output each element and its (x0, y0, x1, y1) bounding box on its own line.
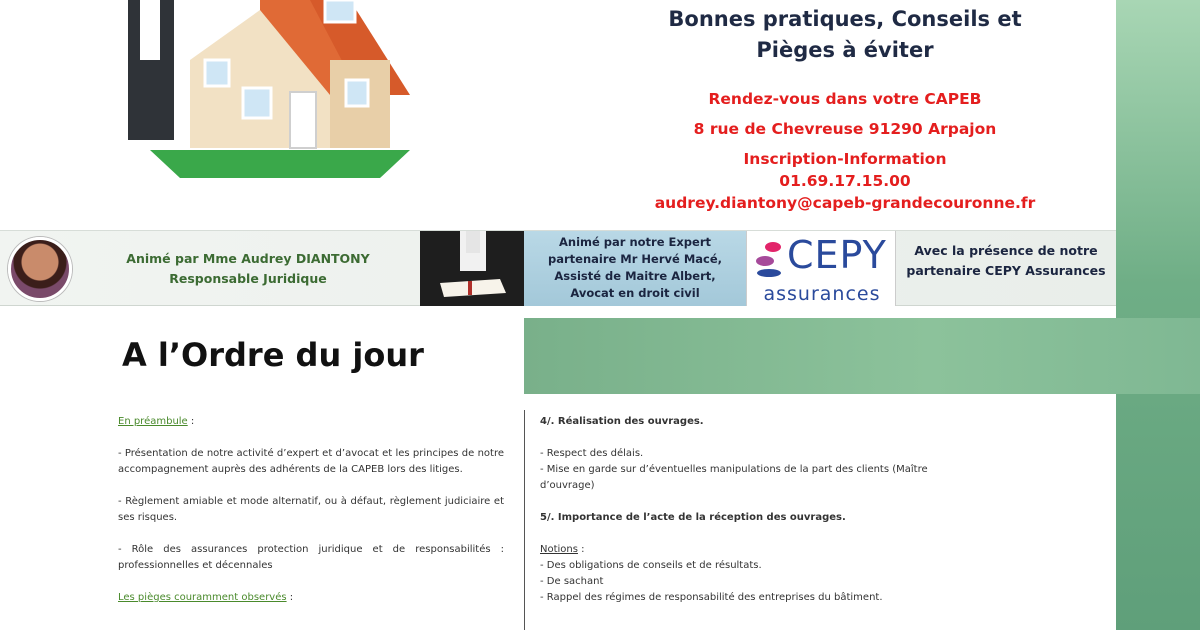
event-title: Bonnes pratiques, Conseils et Pièges à éviter (668, 7, 1022, 62)
expert-text: Animé par notre Expert partenaire Mr Hervé Macé, Assisté de Maitre Albert, Avocat en droit civil (524, 231, 746, 306)
pieges-heading: Les pièges couramment observés (118, 592, 287, 603)
email-link[interactable]: audrey.diantony@capeb-grandecouronne.fr (654, 194, 1036, 212)
animator-text: Animé par Mme Audrey DIANTONY Responsable Juridique (126, 251, 370, 286)
cepy-logo (746, 231, 896, 306)
avatar (8, 237, 72, 301)
section-4-heading: 4/. Réalisation des ouvrages. (540, 416, 704, 427)
partner-text: Avec la présence de notre partenaire CEPY Assurances (906, 243, 1106, 278)
agenda-item: - Présentation de notre activité d’expert et d’avocat et les principes de notre accompagnement auprès des adhérents de la CAPEB lors des litiges. (118, 448, 504, 475)
agenda-item: - De sachant (540, 576, 604, 587)
cepy-sub: assurances (763, 283, 881, 305)
inscription-text: Inscription-Information (743, 150, 947, 168)
agenda-left-column: En préambule : - Présentation de notre activité d’expert et d’avocat et les principes de notre accompagnement auprès des adhérents de la CAPEB lors des litiges. - Règlement amiable et mode alternatif, ou à défaut, règlement judiciaire et ses risques. - Rôle des assurances protection juridique et de responsabilités : professionnelles et décennales Les pièges couramment observés : (118, 416, 504, 603)
preambule-heading: En préambule (118, 416, 188, 427)
section-5-heading: 5/. Importance de l’acte de la réception des ouvrages. (540, 512, 846, 523)
agenda-item: - Rôle des assurances protection juridique et de responsabilités : professionnelles et décennales (118, 544, 504, 571)
green-decor-block (524, 318, 1200, 394)
agenda-item: - Respect des délais. (540, 448, 644, 459)
address-text: 8 rue de Chevreuse 91290 Arpajon (693, 120, 997, 138)
agenda-item: - Mise en garde sur d’éventuelles manipulations de la part des clients (Maître d’ouvrage) (540, 464, 928, 491)
cepy-logo-mark (751, 239, 787, 279)
agenda-item: - Règlement amiable et mode alternatif, ou à défaut, règlement judiciaire et ses risques. (118, 496, 504, 523)
green-side-panel (1116, 0, 1200, 630)
agenda-title: A l’Ordre du jour (122, 336, 424, 374)
rdv-text: Rendez-vous dans votre CAPEB (708, 90, 982, 108)
house-illustration (110, 0, 440, 200)
event-info (600, 88, 1090, 214)
phone-text: 01.69.17.15.00 (779, 172, 911, 190)
lawyer-photo (420, 231, 524, 306)
agenda-item: - Rappel des régimes de responsabilité des entreprises du bâtiment. (540, 592, 883, 603)
presenters-banner (0, 230, 1116, 306)
column-divider (524, 410, 525, 630)
agenda-item: - Des obligations de conseils et de résultats. (540, 560, 762, 571)
notions-heading: Notions (540, 544, 578, 555)
agenda-right-column: 4/. Réalisation des ouvrages. - Respect des délais. - Mise en garde sur d’éventuelles manipulations de la part des clients (Maître d’ouvrage) 5/. Importance de l’acte de la réception des ouvrages. Notions : - Des obligations de conseils et de résultats. - De sachant - Rappel des régimes de responsabilité des entreprises du bâtiment. (540, 414, 930, 606)
cepy-word: CEPY (787, 233, 887, 277)
